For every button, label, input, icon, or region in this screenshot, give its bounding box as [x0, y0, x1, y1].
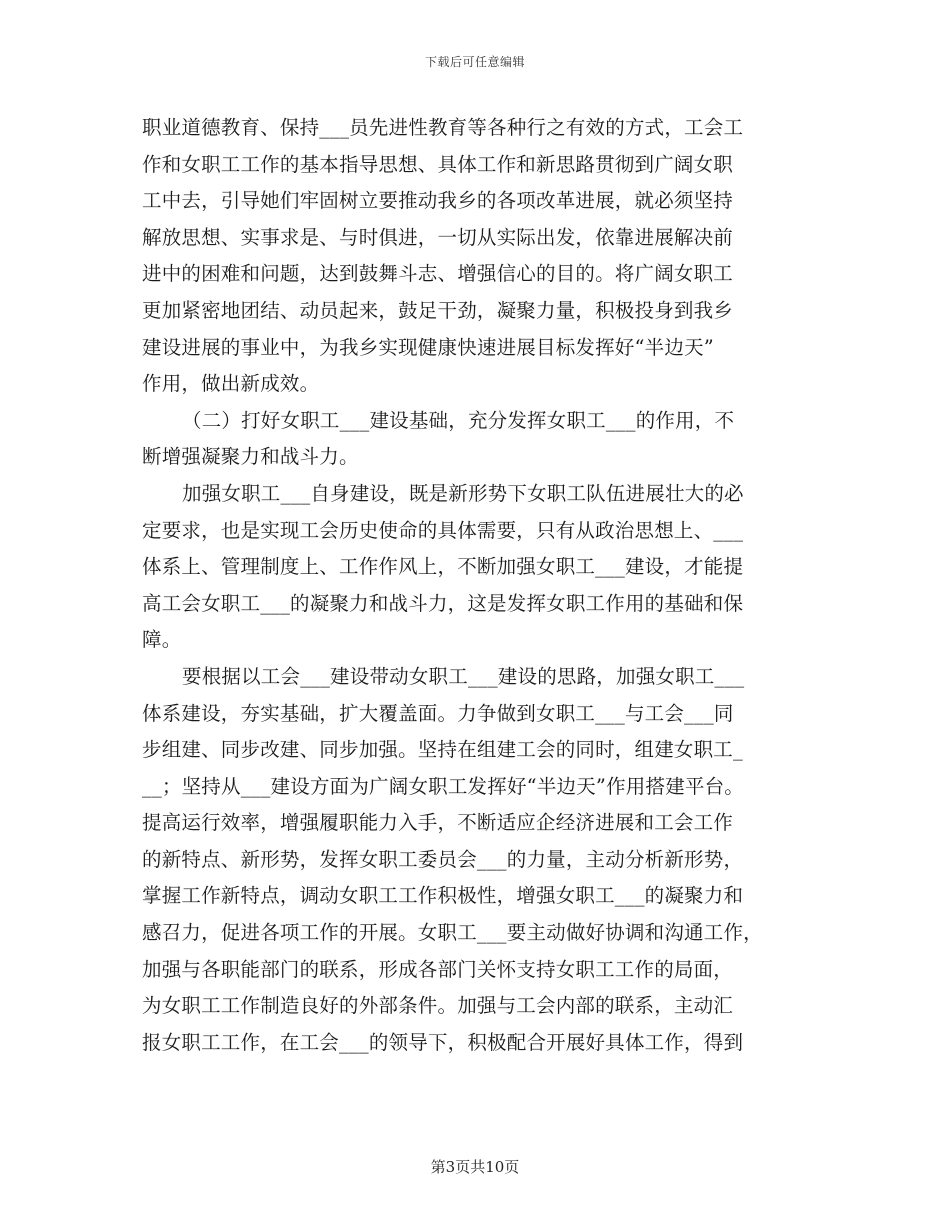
text-line: 职业道德教育、保持___员先进性教育等各种行之有效的方式，工会工 — [142, 116, 744, 139]
text-line: 提高运行效率，增强履职能力入手，不断适应企经济进展和工会工作 — [142, 811, 734, 835]
text-line: 工中去，引导她们牢固树立要推动我乡的各项改革进展，就必须坚持 — [142, 189, 734, 213]
text-line: 体系建设，夯实基础，扩大覆盖面。力争做到女职工___与工会___同 — [142, 701, 734, 725]
text-line: 更加紧密地团结、动员起来，鼓足干劲，凝聚力量，积极投身到我乡 — [142, 298, 734, 322]
text-line: 感召力，促进各项工作的开展。女职工___要主动做好协调和沟通工作， — [142, 921, 763, 945]
text-line: 障。 — [142, 628, 182, 652]
text-line: 高工会女职工___的凝聚力和战斗力，这是发挥女职工作用的基础和保 — [142, 591, 744, 615]
text-line: 进中的困难和问题，达到鼓舞斗志、增强信心的目的。将广阔女职工 — [142, 262, 734, 286]
text-line: 定要求，也是实现工会历史使命的具体需要，只有从政治思想上、___ — [142, 518, 744, 542]
text-line: __；坚持从___建设方面为广阔女职工发挥好“半边天”作用搭建平台。 — [142, 774, 744, 798]
text-line: 体系上、管理制度上、工作作风上，不断加强女职工___建设，才能提 — [142, 555, 744, 579]
text-line: 报女职工工作，在工会___的领导下，积极配合开展好具体工作，得到 — [142, 1030, 744, 1054]
text-line: 断增强凝聚力和战斗力。 — [142, 445, 359, 469]
page-number-footer: 第3页共10页 — [430, 1158, 520, 1176]
text-line: 步组建、同步改建、同步加强。坚持在组建工会的同时，组建女职工_ — [142, 738, 743, 762]
text-line: 作用，做出新成效。 — [142, 372, 320, 396]
text-line: 解放思想、实事求是、与时俱进，一切从实际出发，依靠进展解决前 — [142, 225, 734, 249]
text-line: 加强与各职能部门的联系，形成各部门关怀支持女职工工作的局面， — [142, 957, 734, 981]
text-line: 的新特点、新形势，发挥女职工委员会___的力量，主动分析新形势， — [142, 847, 744, 871]
text-line: 建设进展的事业中，为我乡实现健康快速进展目标发挥好“半边天” — [142, 335, 714, 359]
paragraph-start-line: 加强女职工___自身建设，既是新形势下女职工队伍进展壮大的必 — [182, 481, 744, 505]
text-line: 为女职工工作制造良好的外部条件。加强与工会内部的联系，主动汇 — [142, 994, 734, 1018]
page-header: 下载后可任意编辑 — [424, 55, 525, 69]
document-body — [142, 110, 822, 1061]
section-heading-line: （二）打好女职工___建设基础，充分发挥女职工___的作用，不 — [182, 408, 735, 432]
text-line: 作和女职工工作的基本指导思想、具体工作和新思路贯彻到广阔女职 — [142, 152, 734, 176]
text-line: 掌握工作新特点，调动女职工工作积极性，增强女职工___的凝聚力和 — [142, 884, 744, 908]
paragraph-start-line: 要根据以工会___建设带动女职工___建设的思路，加强女职工___ — [182, 664, 745, 688]
